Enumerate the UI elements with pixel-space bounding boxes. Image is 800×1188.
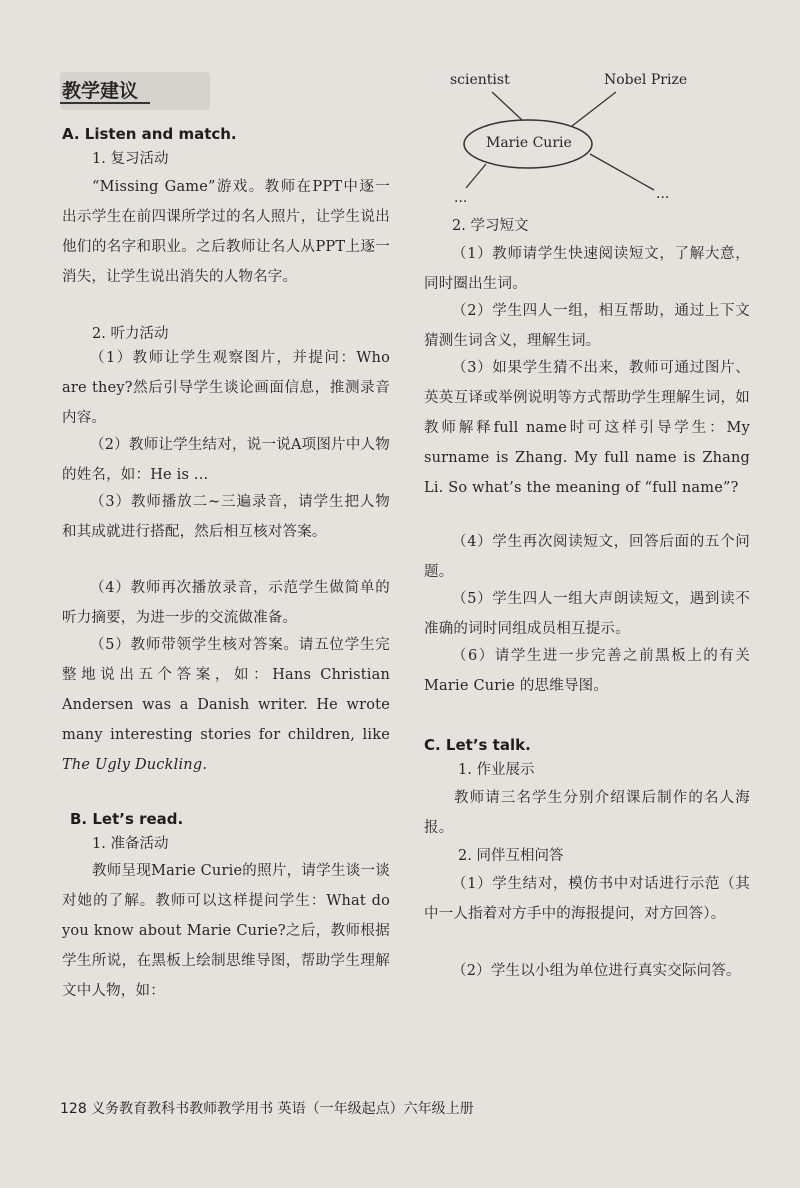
section-a-step1-text: “Missing Game”游戏。教师在PPT中逐一出示学生在前四课所学过的名人照片，让学生说出他们的名字和职业。之后教师让名人从PPT上逐一消失，让学生说出消失的人物名字。	[62, 179, 390, 285]
section-c-step1-title: 1. 作业展示	[458, 762, 535, 778]
section-b-title: B. Let’s read.	[70, 810, 184, 828]
section-b-step2-item3: （3）如果学生猜不出来，教师可通过图片、英英互译或举例说明等方式帮助学生理解生词，如教师解释full name时可这样引导学生：My surname is Zhang. My full name is Zhang Li. So what’s the meaning of “full name”?	[424, 360, 750, 496]
section-a-step2-item4: （4）教师再次播放录音，示范学生做简单的听力摘要，为进一步的交流做准备。	[62, 580, 390, 626]
mind-map-center: Marie Curie	[486, 135, 572, 151]
heading-underline	[60, 102, 150, 104]
section-a-step2-item3: （3）教师播放二~三遍录音，请学生把人物和其成就进行搭配，然后相互核对答案。	[62, 494, 390, 540]
section-b-step2-item1: （1）教师请学生快速阅读短文，了解大意，同时圈出生词。	[424, 246, 750, 292]
section-a-step2-title: 2. 听力活动	[92, 326, 169, 342]
section-c-step2-item1: （1）学生结对，模仿书中对话进行示范（其中一人指着对方手中的海报提问，对方回答）。	[424, 876, 750, 922]
mind-map-more-right: ...	[656, 186, 670, 202]
marie-curie-mind-map	[424, 62, 754, 212]
book-title: The Ugly Duckling	[62, 757, 203, 773]
section-a-step1-title: 1. 复习活动	[92, 151, 169, 167]
mind-map-scientist: scientist	[450, 72, 510, 88]
section-a-step2-item2: （2）教师让学生结对，说一说A项图片中人物的姓名，如：He is ...	[62, 437, 390, 483]
page-heading: 教学建议	[62, 80, 139, 102]
section-a-title: A. Listen and match.	[62, 125, 237, 143]
section-b-step2-item5: （5）学生四人一组大声朗读短文，遇到读不准确的词时同组成员相互提示。	[424, 591, 750, 637]
item5-text: （5）教师带领学生核对答案。请五位学生完整地说出五个答案，如：Hans Christian Andersen was a Danish writer. He wrote many interesting stories for children, like	[62, 637, 390, 743]
section-c-step2-title: 2. 同伴互相问答	[458, 848, 564, 864]
page-footer: 128 义务教育教科书教师教学用书 英语（一年级起点）六年级上册	[60, 1101, 474, 1117]
section-b-step2-item2: （2）学生四人一组，相互帮助，通过上下文猜测生词含义，理解生词。	[424, 303, 750, 349]
mind-map-nobel-prize: Nobel Prize	[604, 72, 688, 88]
section-c-title: C. Let’s talk.	[424, 736, 531, 754]
item5-end: .	[202, 757, 208, 773]
section-b-step2-item6: （6）请学生进一步完善之前黑板上的有关Marie Curie 的思维导图。	[424, 648, 750, 694]
mind-map-more-left: ...	[454, 190, 468, 206]
section-a-step2-item1: （1）教师让学生观察图片，并提问：Who are they?然后引导学生谈论画面信息，推测录音内容。	[62, 350, 390, 426]
section-b-step2-item4: （4）学生再次阅读短文，回答后面的五个问题。	[424, 534, 750, 580]
section-b-step1-text: 教师呈现Marie Curie的照片，请学生谈一谈对她的了解。教师可以这样提问学生：What do you know about Marie Curie?之后，教师根据学生所说，在黑板上绘制思维导图，帮助学生理解文中人物，如：	[62, 863, 390, 999]
section-b-step1-title: 1. 准备活动	[92, 836, 169, 852]
section-c-step2-item2: （2）学生以小组为单位进行真实交际问答。	[452, 963, 741, 979]
section-b-step2-title: 2. 学习短文	[452, 218, 529, 234]
section-c-step1-text: 教师请三名学生分别介绍课后制作的名人海报。	[424, 790, 750, 836]
section-a-step2-item5	[62, 630, 390, 780]
